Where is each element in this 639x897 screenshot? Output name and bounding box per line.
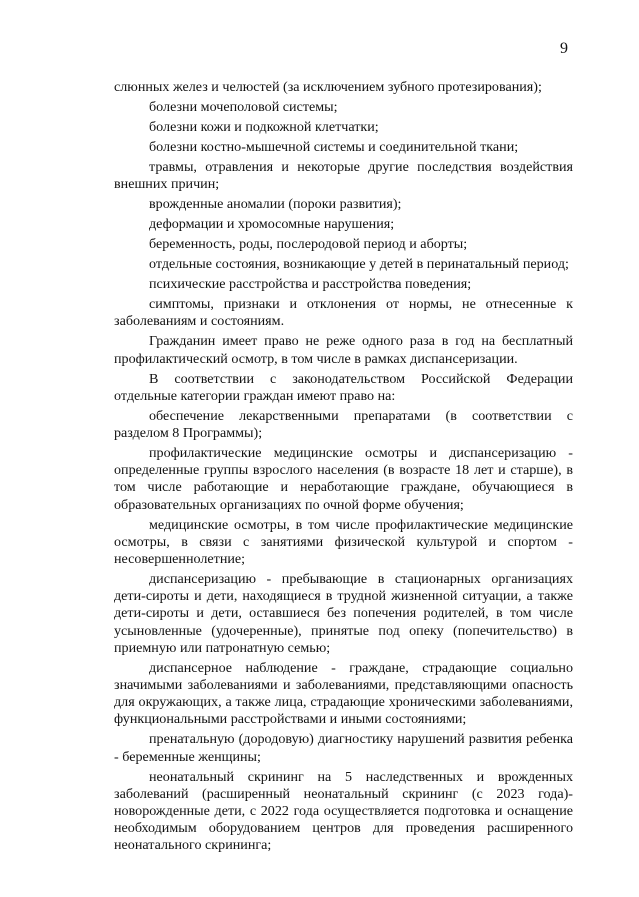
paragraph: болезни костно-мышечной системы и соединительной ткани;	[149, 139, 519, 155]
paragraph: психические расстройства и расстройства поведения;	[149, 276, 472, 293]
paragraph: В соответствии с законодательством Российской Федерации отдельные категории граждан имеют право на:	[114, 370, 573, 404]
paragraph: диспансеризацию - пребывающие в стационарных организациях дети-сироты и дети, находящиеся в трудной жизненной ситуации, а также дети-сироты и дети, оставшиеся без попечения родителей, в том числе усыновленные (удочеренные), принятые под опеку (попечительство) в приемную или патронатную семью;	[114, 571, 573, 656]
paragraph: врожденные аномалии (пороки развития);	[149, 196, 402, 213]
paragraph: обеспечение лекарственными препаратами (в соответствии с разделом 8 Программы);	[114, 407, 573, 442]
paragraph: деформации и хромосомные нарушения;	[149, 216, 395, 233]
paragraph: медицинские осмотры, в том числе профилактические медицинские осмотры, в связи с занятиями физической культурой и спортом - несовершеннолетние;	[114, 516, 573, 568]
paragraph: профилактические медицинские осмотры и диспансеризацию - определенные группы взрослого населения (в возрасте 18 лет и старше), в том числе работающие и неработающие граждане, обучающиеся в образовательных организациях по очной форме обучения;	[114, 445, 573, 513]
paragraph: слюнных желез и челюстей (за исключением зубного протезирования);	[114, 79, 542, 95]
document-body	[114, 79, 573, 857]
paragraph: болезни мочеполовой системы;	[149, 99, 338, 115]
paragraph: болезни кожи и подкожной клетчатки;	[149, 119, 379, 135]
paragraph: беременность, роды, послеродовой период и аборты;	[149, 236, 468, 253]
paragraph: Гражданин имеет право не реже одного раза в год на бесплатный профилактический осмотр, в том числе в рамках диспансеризации.	[114, 333, 573, 367]
paragraph: симптомы, признаки и отклонения от нормы, не отнесенные к заболеваниям и состояниям.	[114, 296, 573, 330]
paragraph: диспансерное наблюдение - граждане, страдающие социально значимыми заболеваниями и заболеваниями, представляющими опасность для окружающих, а также лица, страдающие хроническими заболеваниями, функциональными расстройствами и иными состояниями;	[114, 659, 573, 728]
page-number: 9	[560, 40, 568, 57]
paragraph: пренатальную (дородовую) диагностику нарушений развития ребенка - беременные женщины;	[114, 731, 573, 765]
paragraph: травмы, отравления и некоторые другие последствия воздействия внешних причин;	[114, 159, 573, 193]
paragraph: неонатальный скрининг на 5 наследственных и врожденных заболеваний (расширенный неонатальный скрининг (с 2023 года)- новорожденные дети, с 2022 года осуществляется подготовка и оснащение необходимым оборудованием центров для проведения расширенного неонатального скрининга;	[114, 768, 573, 854]
paragraph: отдельные состояния, возникающие у детей в перинатальный период;	[149, 256, 569, 273]
